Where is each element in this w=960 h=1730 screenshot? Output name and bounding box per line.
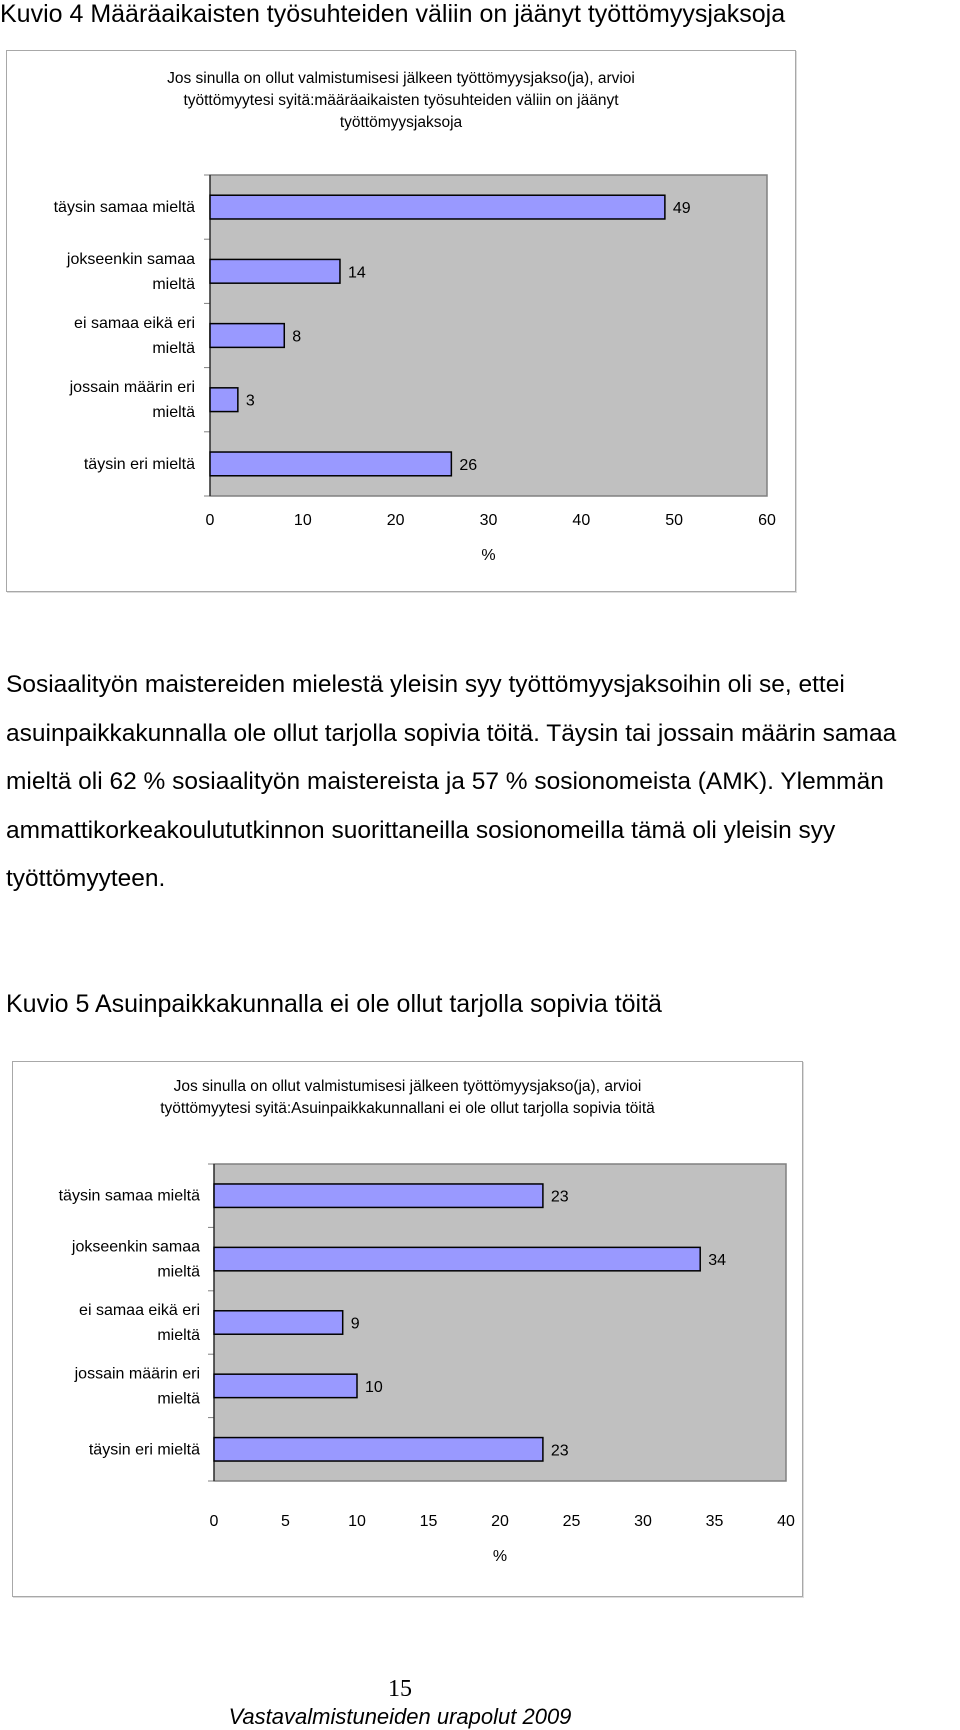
x-tick-label: 30	[479, 512, 498, 529]
category-label: jokseenkin samaa	[71, 1238, 200, 1256]
x-tick-label: 20	[386, 512, 405, 529]
x-tick-label: 0	[205, 512, 215, 529]
x-tick-label: 30	[634, 1513, 652, 1530]
chart-title-line: Jos sinulla on ollut valmistumisesi jälkeen työttömyysjakso(ja), arvioi	[173, 1078, 642, 1095]
x-tick-label: 15	[419, 1513, 438, 1530]
x-tick-label: 0	[209, 1513, 219, 1530]
bar	[214, 1184, 543, 1207]
chart-kuvio-5	[12, 1061, 803, 1597]
data-label: 34	[708, 1252, 726, 1270]
x-tick-label: 35	[705, 1513, 724, 1530]
x-tick-label: 60	[758, 512, 776, 529]
chart-kuvio-4	[6, 50, 796, 592]
category-label: mieltä	[152, 275, 195, 293]
category-label: jossain määrin eri	[74, 1365, 200, 1383]
category-label: täysin eri mieltä	[88, 1441, 200, 1459]
category-label: mieltä	[157, 1390, 200, 1408]
x-tick-label: 40	[777, 1513, 795, 1530]
category-label: mieltä	[157, 1263, 200, 1281]
category-label: täysin eri mieltä	[83, 455, 195, 473]
category-label: täysin samaa mieltä	[58, 1187, 200, 1205]
page-number: 15	[388, 1676, 412, 1702]
data-label: 26	[459, 456, 478, 474]
bar	[210, 195, 665, 219]
body-paragraph: Sosiaalityön maistereiden mielestä yleisin syy työttömyysjaksoihin oli se, ettei asuinpaikkakunnalla ole ollut tarjolla sopivia töitä. Täysin tai jossain määrin samaa mieltä oli 62 % sosiaalityön maistereista ja 57 % sosionomeista (AMK). Ylemmän ammattikorkeakoulututkinnon suorittaneilla sosionomeilla tämä oli yleisin syy työttömyyteen.	[6, 671, 897, 892]
category-label: ei samaa eikä eri	[79, 1302, 200, 1319]
x-tick-label: 20	[491, 1513, 509, 1530]
x-tick-label: 10	[348, 1513, 366, 1530]
category-label: ei samaa eikä eri	[74, 315, 195, 332]
category-label: jossain määrin eri	[69, 379, 195, 397]
data-label: 23	[550, 1188, 569, 1206]
footer-publication: Vastavalmistuneiden urapolut 2009	[228, 1704, 572, 1729]
bar	[214, 1438, 543, 1461]
bar	[214, 1374, 357, 1397]
chart-plot	[13, 1062, 802, 1596]
x-tick-label: 10	[293, 512, 312, 529]
bar	[214, 1247, 700, 1270]
bar	[210, 324, 284, 348]
category-label: mieltä	[152, 340, 195, 357]
data-label: 23	[550, 1442, 569, 1460]
category-label: täysin samaa mieltä	[53, 199, 195, 217]
chart-title-line: työttömyytesi syitä:määräaikaisten työsuhteiden väliin on jäänyt	[183, 92, 619, 109]
category-label: mieltä	[157, 1327, 200, 1344]
data-label: 9	[350, 1315, 360, 1333]
x-axis-label: %	[492, 1548, 508, 1565]
chart-title-line: työttömyysjaksoja	[339, 114, 463, 131]
x-tick-label: 25	[562, 1513, 581, 1530]
data-label: 8	[292, 328, 302, 346]
figure-4-heading: Kuvio 4 Määräaikaisten työsuhteiden väliin on jäänyt työttömyysjaksoja	[0, 0, 786, 28]
bar	[214, 1311, 343, 1334]
figure-5-heading: Kuvio 5 Asuinpaikkakunnalla ei ole ollut tarjolla sopivia töitä	[6, 990, 662, 1018]
chart-plot	[7, 51, 795, 591]
x-tick-label: 40	[572, 512, 591, 529]
category-label: jokseenkin samaa	[66, 250, 195, 268]
bar	[210, 388, 238, 412]
data-label: 10	[365, 1378, 383, 1396]
data-label: 49	[672, 200, 691, 218]
bar	[210, 452, 451, 476]
data-label: 3	[245, 392, 255, 410]
bar	[210, 259, 340, 283]
data-label: 14	[347, 264, 366, 282]
x-tick-label: 50	[665, 512, 684, 529]
chart-title-line: työttömyytesi syitä:Asuinpaikkakunnallani ei ole ollut tarjolla sopivia töitä	[160, 1100, 655, 1117]
category-label: mieltä	[152, 404, 195, 422]
chart-title-line: Jos sinulla on ollut valmistumisesi jälkeen työttömyysjakso(ja), arvioi	[167, 70, 635, 87]
x-tick-label: 5	[281, 1513, 290, 1530]
x-axis-label: %	[481, 547, 496, 564]
